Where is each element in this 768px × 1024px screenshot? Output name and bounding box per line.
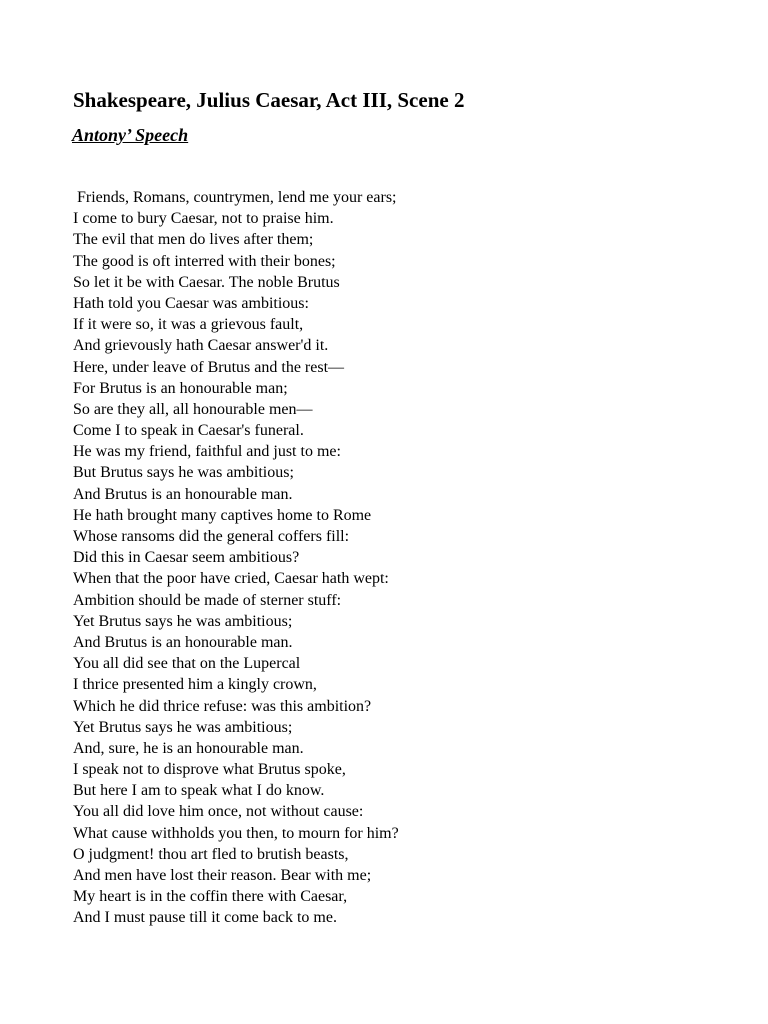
- speech-line: Yet Brutus says he was ambitious;: [73, 612, 293, 630]
- speech-line: Here, under leave of Brutus and the rest—: [73, 358, 345, 376]
- speech-line: Friends, Romans, countrymen, lend me your ears;: [73, 189, 397, 206]
- speech-line: Did this in Caesar seem ambitious?: [73, 549, 300, 567]
- speech-line: Whose ransoms did the general coffers fill:: [73, 528, 350, 545]
- speech-line: He hath brought many captives home to Rome: [73, 506, 372, 524]
- speech-line: He was my friend, faithful and just to me:: [73, 443, 341, 461]
- speech-line: If it were so, it was a grievous fault,: [73, 316, 304, 334]
- speech-line: Ambition should be made of sterner stuff:: [73, 591, 342, 609]
- speech-line: I speak not to disprove what Brutus spoke,: [73, 761, 346, 779]
- speech-line: So let it be with Caesar. The noble Brutus: [73, 273, 340, 291]
- speech-text: [73, 187, 399, 929]
- document-subtitle: Antony’ Speech: [72, 125, 189, 145]
- speech-line: Hath told you Caesar was ambitious:: [73, 294, 309, 312]
- speech-line: When that the poor have cried, Caesar hath wept:: [73, 570, 389, 588]
- speech-line: But here I am to speak what I do know.: [73, 782, 325, 800]
- speech-line: And I must pause till it come back to me.: [73, 909, 337, 927]
- speech-line: And Brutus is an honourable man.: [73, 485, 293, 503]
- speech-line: And Brutus is an honourable man.: [73, 633, 293, 651]
- speech-line: I thrice presented him a kingly crown,: [73, 676, 317, 694]
- speech-line: Come I to speak in Caesar's funeral.: [73, 422, 304, 440]
- speech-line: O judgment! thou art fled to brutish beasts,: [73, 845, 349, 863]
- document-title: Shakespeare, Julius Caesar, Act III, Scene 2: [73, 88, 465, 112]
- speech-line: And grievously hath Caesar answer'd it.: [73, 337, 329, 355]
- speech-line: My heart is in the coffin there with Caesar,: [73, 888, 348, 906]
- speech-line: Yet Brutus says he was ambitious;: [73, 718, 293, 736]
- speech-line: The evil that men do lives after them;: [73, 231, 314, 249]
- speech-line: You all did see that on the Lupercal: [73, 655, 301, 673]
- speech-line: And men have lost their reason. Bear with me;: [73, 867, 372, 884]
- speech-line: Which he did thrice refuse: was this ambition?: [73, 697, 372, 715]
- speech-line: You all did love him once, not without cause:: [73, 803, 364, 821]
- speech-line: What cause withholds you then, to mourn for him?: [73, 824, 399, 842]
- speech-line: But Brutus says he was ambitious;: [73, 464, 294, 482]
- speech-line: And, sure, he is an honourable man.: [73, 739, 304, 757]
- speech-line: For Brutus is an honourable man;: [73, 379, 288, 397]
- speech-line: So are they all, all honourable men—: [73, 400, 313, 418]
- speech-line: The good is oft interred with their bones;: [73, 252, 336, 270]
- speech-line: I come to bury Caesar, not to praise him.: [73, 210, 334, 228]
